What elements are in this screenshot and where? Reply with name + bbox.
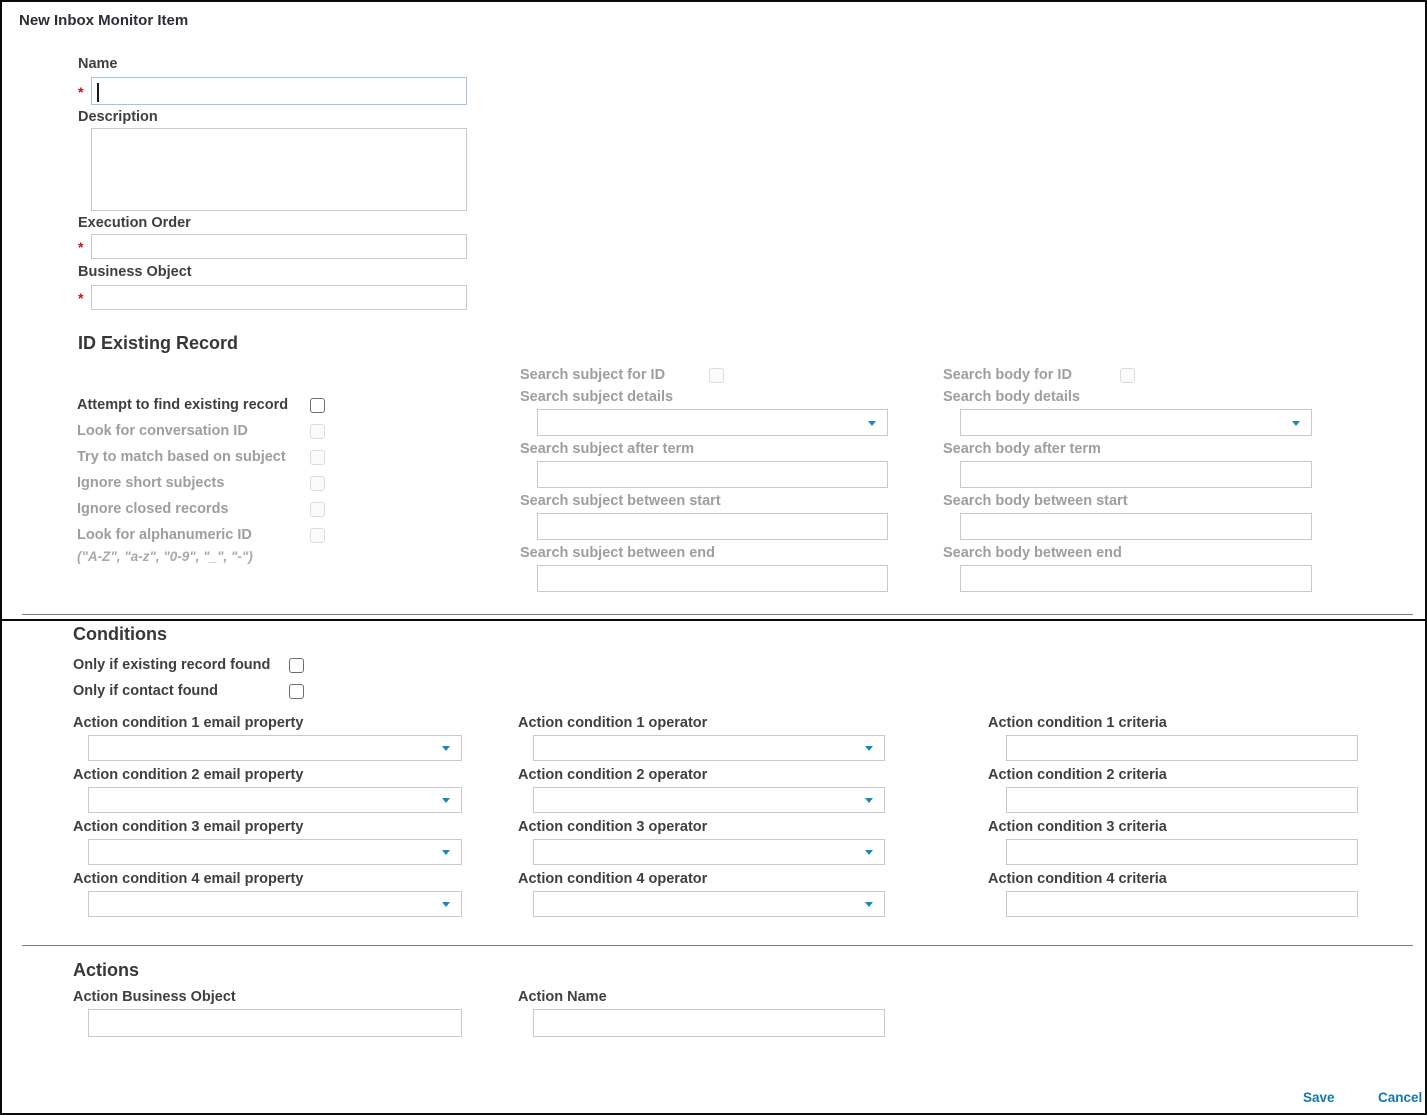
chevron-down-icon <box>865 746 873 751</box>
execution-order-required-marker: * <box>78 239 84 255</box>
action-name-label: Action Name <box>518 989 607 1005</box>
condition-4-criteria-input[interactable] <box>1006 891 1358 917</box>
search-body-after-term-input[interactable] <box>960 461 1312 488</box>
ignore-short-subjects-label: Ignore short subjects <box>77 475 225 491</box>
business-object-required-marker: * <box>78 290 84 306</box>
condition-1-criteria-input[interactable] <box>1006 735 1358 761</box>
business-object-label: Business Object <box>78 264 192 280</box>
search-subject-between-start-input[interactable] <box>537 513 888 540</box>
condition-1-operator-label: Action condition 1 operator <box>518 715 708 731</box>
ignore-closed-records-checkbox <box>310 502 325 517</box>
search-subject-after-term-label: Search subject after term <box>520 441 695 457</box>
cancel-button[interactable]: Cancel <box>1378 1090 1423 1105</box>
search-subject-between-end-input[interactable] <box>537 565 888 592</box>
look-for-alphanumeric-id-checkbox <box>310 528 325 543</box>
actions-heading: Actions <box>73 960 140 980</box>
business-object-input[interactable] <box>91 285 467 310</box>
chevron-down-icon <box>865 850 873 855</box>
condition-3-operator-dropdown[interactable] <box>533 839 885 865</box>
condition-1-operator-dropdown[interactable] <box>533 735 885 761</box>
search-body-for-id-checkbox <box>1120 368 1135 383</box>
window-separator <box>2 619 1425 621</box>
chevron-down-icon <box>442 902 450 907</box>
search-subject-after-term-input[interactable] <box>537 461 888 488</box>
condition-4-criteria-label: Action condition 4 criteria <box>988 871 1167 887</box>
name-label: Name <box>78 56 118 72</box>
execution-order-input[interactable] <box>91 234 467 259</box>
search-subject-for-id-label: Search subject for ID <box>520 367 666 383</box>
chevron-down-icon <box>865 902 873 907</box>
only-contact-found-label: Only if contact found <box>73 683 218 699</box>
condition-2-criteria-input[interactable] <box>1006 787 1358 813</box>
search-subject-details-dropdown[interactable] <box>537 409 888 436</box>
look-for-conversation-id-label: Look for conversation ID <box>77 423 248 439</box>
condition-2-operator-label: Action condition 2 operator <box>518 767 708 783</box>
condition-2-criteria-label: Action condition 2 criteria <box>988 767 1167 783</box>
id-existing-record-heading: ID Existing Record <box>78 333 239 353</box>
description-textarea[interactable] <box>91 128 467 211</box>
condition-2-email-property-label: Action condition 2 email property <box>73 767 304 783</box>
search-subject-between-start-label: Search subject between start <box>520 493 721 509</box>
search-body-for-id-label: Search body for ID <box>943 367 1072 383</box>
only-existing-record-found-checkbox[interactable] <box>289 658 304 673</box>
attempt-find-existing-record-checkbox[interactable] <box>310 398 325 413</box>
condition-2-email-property-dropdown[interactable] <box>88 787 462 813</box>
chevron-down-icon <box>868 421 876 426</box>
search-body-between-start-input[interactable] <box>960 513 1312 540</box>
condition-1-criteria-label: Action condition 1 criteria <box>988 715 1167 731</box>
condition-4-email-property-label: Action condition 4 email property <box>73 871 304 887</box>
divider <box>22 945 1413 946</box>
condition-2-operator-dropdown[interactable] <box>533 787 885 813</box>
search-body-between-end-label: Search body between end <box>943 545 1122 561</box>
only-existing-record-found-label: Only if existing record found <box>73 657 271 673</box>
condition-3-email-property-dropdown[interactable] <box>88 839 462 865</box>
alphanumeric-id-note: ("A-Z", "a-z", "0-9", "_", "-") <box>77 549 253 564</box>
look-for-conversation-id-checkbox <box>310 424 325 439</box>
only-contact-found-checkbox[interactable] <box>289 684 304 699</box>
ignore-short-subjects-checkbox <box>310 476 325 491</box>
search-subject-for-id-checkbox <box>709 368 724 383</box>
chevron-down-icon <box>442 850 450 855</box>
chevron-down-icon <box>442 798 450 803</box>
search-subject-details-label: Search subject details <box>520 389 674 405</box>
chevron-down-icon <box>442 746 450 751</box>
search-body-between-end-input[interactable] <box>960 565 1312 592</box>
action-name-input[interactable] <box>533 1009 885 1037</box>
divider <box>22 614 1413 615</box>
try-match-subject-checkbox <box>310 450 325 465</box>
condition-1-email-property-dropdown[interactable] <box>88 735 462 761</box>
name-required-marker: * <box>78 84 84 100</box>
condition-4-operator-label: Action condition 4 operator <box>518 871 708 887</box>
description-label: Description <box>78 109 158 125</box>
try-match-subject-label: Try to match based on subject <box>77 449 286 465</box>
ignore-closed-records-label: Ignore closed records <box>77 501 229 517</box>
condition-3-criteria-input[interactable] <box>1006 839 1358 865</box>
condition-3-operator-label: Action condition 3 operator <box>518 819 708 835</box>
chevron-down-icon <box>1292 421 1300 426</box>
search-body-between-start-label: Search body between start <box>943 493 1128 509</box>
look-for-alphanumeric-id-label: Look for alphanumeric ID <box>77 527 252 543</box>
execution-order-label: Execution Order <box>78 215 191 231</box>
search-subject-between-end-label: Search subject between end <box>520 545 716 561</box>
condition-4-operator-dropdown[interactable] <box>533 891 885 917</box>
search-body-details-dropdown[interactable] <box>960 409 1312 436</box>
save-button[interactable]: Save <box>1303 1090 1335 1105</box>
attempt-find-existing-record-label: Attempt to find existing record <box>77 397 289 413</box>
conditions-heading: Conditions <box>73 624 167 644</box>
search-body-after-term-label: Search body after term <box>943 441 1101 457</box>
condition-1-email-property-label: Action condition 1 email property <box>73 715 304 731</box>
condition-3-criteria-label: Action condition 3 criteria <box>988 819 1167 835</box>
text-cursor <box>97 83 99 102</box>
condition-4-email-property-dropdown[interactable] <box>88 891 462 917</box>
condition-3-email-property-label: Action condition 3 email property <box>73 819 304 835</box>
action-business-object-label: Action Business Object <box>73 989 236 1005</box>
name-input[interactable] <box>91 77 467 105</box>
search-body-details-label: Search body details <box>943 389 1080 405</box>
action-business-object-input[interactable] <box>88 1009 462 1037</box>
chevron-down-icon <box>865 798 873 803</box>
page-title: New Inbox Monitor Item <box>19 12 189 29</box>
